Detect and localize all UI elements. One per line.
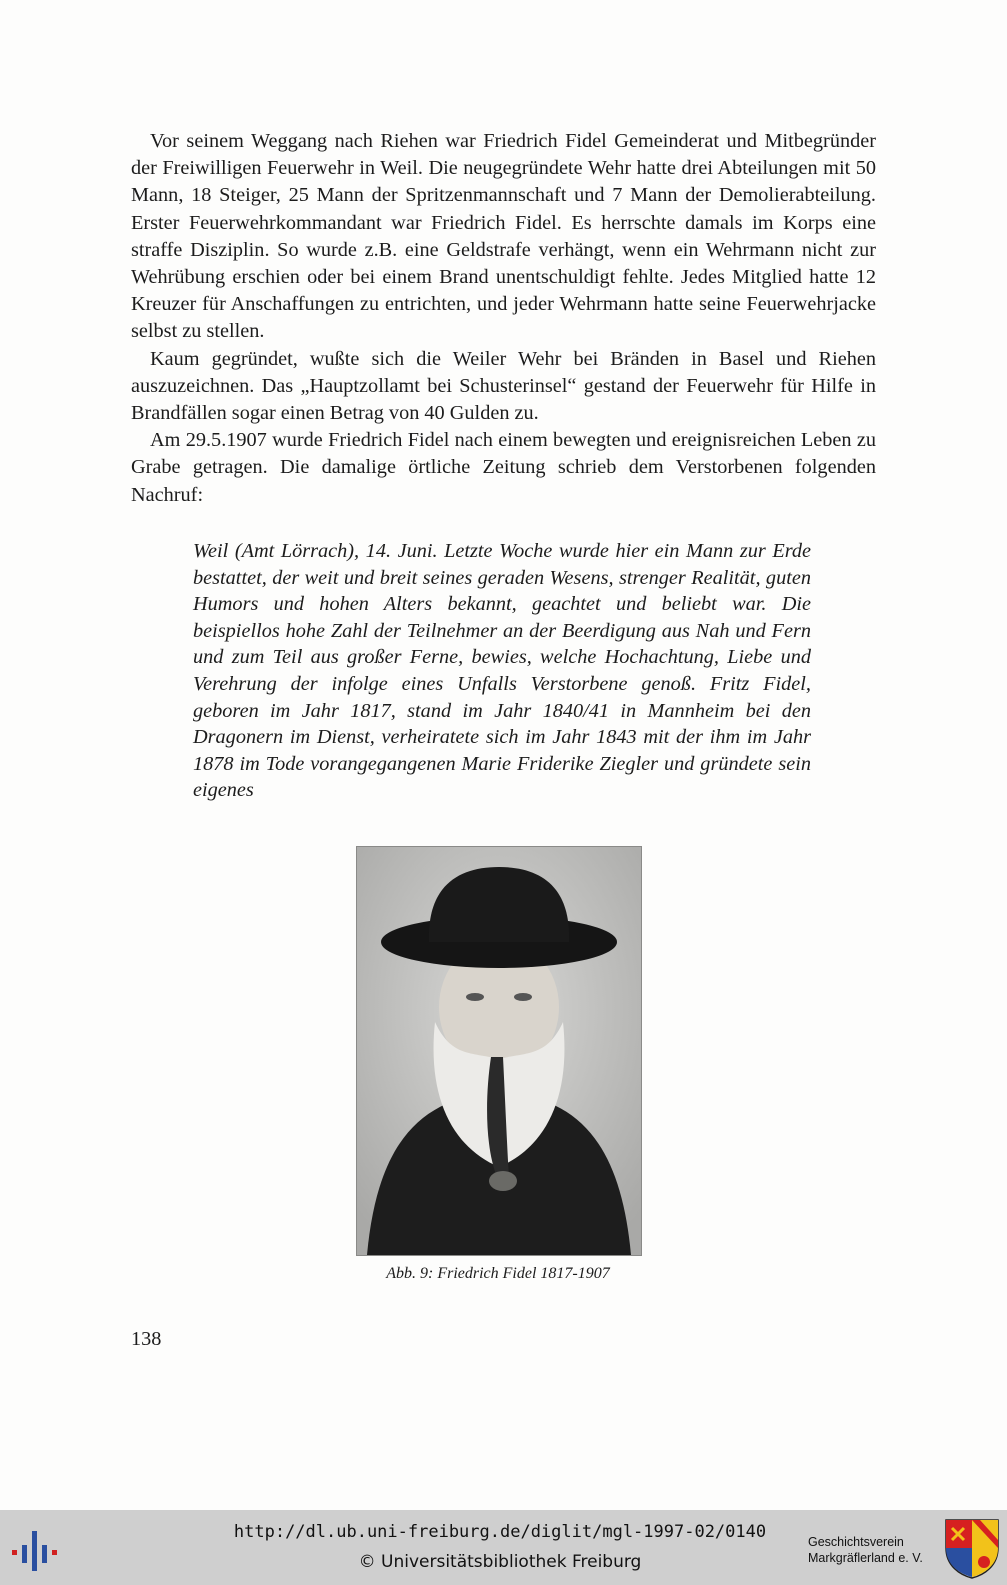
society-line: Geschichtsverein [808, 1535, 904, 1549]
ub-freiburg-logo-icon[interactable] [10, 1525, 66, 1573]
document-url-link[interactable]: http://dl.ub.uni-freiburg.de/diglit/mgl-1997-02/0140 [233, 1522, 767, 1542]
paragraph: Kaum gegründet, wußte sich die Weiler Wehr bei Bränden in Basel und Riehen auszuzeichnen. Das „Hauptzollamt bei Schusterinsel“ gestand der Feuerwehr für Hilfe in Brandfällen sogar einen Betrag von 40 Gulden zu. [131, 347, 876, 425]
body-text [131, 128, 876, 509]
obituary-quote: Weil (Amt Lörrach), 14. Juni. Letzte Woche wurde hier ein Mann zur Erde bestattet, der weit und breit seines geraden Wesens, strenger Realität, guten Humors und hohen Alters bekannt, geachtet und beliebt war. Die beispiellos hohe Zahl der Teilnehmer an der Beerdigung aus Nah und Fern und zum Teil aus großer Ferne, bewies, welche Hochachtung, Liebe und Verehrung der infolge eines Unfalls Verstorbene genoß. Fritz Fidel, geboren im Jahr 1817, stand im Jahr 1840/41 in Mannheim bei den Dragonern im Dienst, verheiratete sich im Jahr 1843 mit der ihm im Jahr 1878 im Tode vorangegangenen Marie Friderike Ziegler und gründete sein eigenes [193, 540, 811, 802]
society-name [808, 1534, 938, 1566]
coat-of-arms-icon[interactable] [944, 1518, 1000, 1580]
copyright-text: © Universitätsbibliothek Freiburg [358, 1552, 642, 1572]
footer-bar [0, 1510, 1007, 1585]
figure-caption: Abb. 9: Friedrich Fidel 1817-1907 [386, 1265, 610, 1282]
page-number: 138 [131, 1328, 162, 1350]
paragraph: Vor seinem Weggang nach Riehen war Friedrich Fidel Gemeinderat und Mitbegründer der Freiwilligen Feuerwehr in Weil. Die neugegründete Wehr hatte drei Abteilungen mit 50 Mann, 18 Steiger, 25 Mann der Spritzenmannschaft und 7 Mann der Demolierabteilung. Erster Feuerwehrkommandant war Friedrich Fidel. Es herrschte damals im Korps eine straffe Disziplin. So wurde z.B. eine Geldstrafe verhängt, wenn ein Wehrmann nicht zur Wehrübung erschien oder bei einem Brand unentschuldigt fehlte. Jedes Mitglied hatte 12 Kreuzer für Anschaffungen zu entrichten, und jeder Wehrmann hatte seine Feuerwehrjacke selbst zu stellen. [131, 130, 876, 343]
paragraph: Am 29.5.1907 wurde Friedrich Fidel nach einem bewegten und ereignisreichen Leben zu Grabe getragen. Die damalige örtliche Zeitung schrieb dem Verstorbenen folgenden Nachruf: [131, 429, 876, 506]
portrait-photo [356, 846, 642, 1256]
society-line: Markgräflerland e. V. [808, 1551, 923, 1565]
